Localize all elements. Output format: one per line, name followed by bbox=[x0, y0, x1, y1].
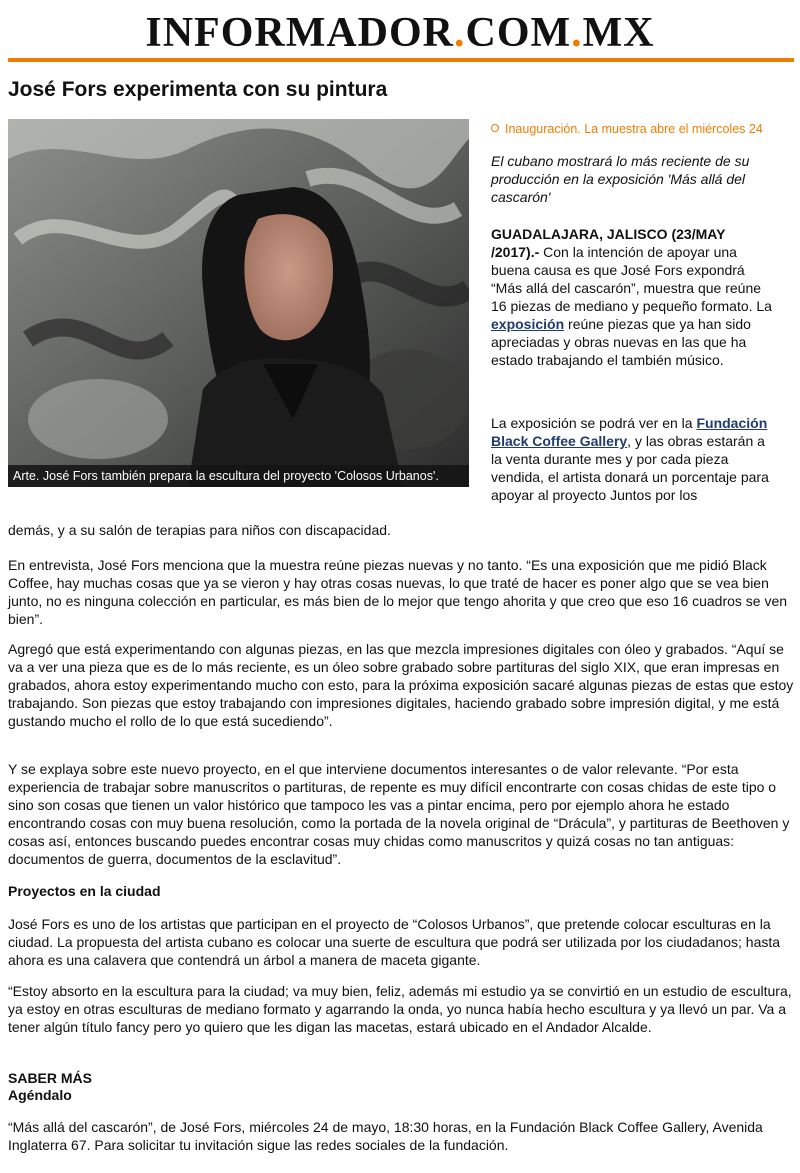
article-title: José Fors experimenta con su pintura bbox=[8, 78, 388, 101]
paragraph-5: Y se explaya sobre este nuevo proyecto, en el que interviene documentos interesantes o de valor relevante. “Por esta experiencia de trabajar sobre manuscritos o partituras, de repente es muy difícil encontrarte con cosas chidas de este tipo o sino son cosas que tienen un valor histórico que tampoco les vas a pintar encima, pero por ejemplo ahora he estado encontrando cosas con muy buena resolución, como la portada de la novela original de “Drácula”, y partituras de Beethoven y cosas así, entonces buscando puedes encontrar cosas muy chidas como manuscritos y quizá cosas no tan antiguas: documentos de guerra, documentos de la esclavitud”. bbox=[8, 761, 790, 867]
exposicion-link[interactable]: exposición bbox=[491, 316, 565, 332]
fundacion-link[interactable]: Fundación Black Coffee Gallery bbox=[491, 415, 768, 449]
subheading-proyectos: Proyectos en la ciudad bbox=[8, 883, 161, 899]
site-logo[interactable]: INFORMADOR.COM.MX bbox=[145, 10, 655, 56]
article-photo bbox=[8, 119, 469, 487]
article-lede: El cubano mostrará lo más reciente de su producción en la exposición 'Más allá del cascarón' bbox=[491, 153, 750, 205]
header-rule bbox=[8, 58, 794, 62]
subheading-agendalo: Agéndalo bbox=[8, 1087, 72, 1103]
circle-bullet-icon bbox=[491, 124, 499, 132]
masthead bbox=[0, 0, 800, 62]
image-caption: Arte. José Fors también prepara la escultura del proyecto 'Colosos Urbanos'. bbox=[8, 465, 469, 487]
paragraph-2: La exposición se podrá ver en la Fundación Black Coffee Gallery, y las obras estarán a la venta durante mes y por cada pieza vendida, el artista donará un porcentaje para apoyar al proyecto Juntos por los bbox=[491, 415, 769, 503]
paragraph-2-continued: demás, y a su salón de terapias para niños con discapacidad. bbox=[8, 522, 391, 538]
tagline: Inauguración. La muestra abre el miércoles 24 bbox=[491, 121, 763, 137]
artist-portrait-image bbox=[8, 119, 469, 487]
paragraph-4: Agregó que está experimentando con algunas piezas, en las que mezcla impresiones digitales con óleo y grabados. “Aquí se va a ver una pieza que es de lo más reciente, es un óleo sobre grabado sobre partituras del siglo XIX, que eran impresas en grabados, ahora estoy experimentando mucho con esto, para la próxima exposición sacaré algunas piezas de estas que estoy trabajando. Son piezas que estoy trabajando con impresiones digitales, haciendo grabado sobre impresión digital, y me está gustando mucho el rollo de lo que está sucediendo”. bbox=[8, 641, 794, 729]
paragraph-1: GUADALAJARA, JALISCO (23/MAY /2017).- Con la intención de apoyar una buena causa es que José Fors expondrá “Más allá del cascarón”, muestra que reúne 16 piezas de mediano y pequeño formato. La exposición reúne piezas que ya han sido apreciadas y obras nuevas en las que ha estado trabajando el también músico. bbox=[491, 226, 772, 368]
paragraph-7: “Estoy absorto en la escultura para la ciudad; va muy bien, feliz, además mi estudio ya se convirtió en un estudio de escultura, ya estoy en otras esculturas de mediano formato y agarrando la onda, yo nunca había hecho escultura y ya llevó un par. Va a tener algún título fancy pero yo quiero que les digan las macetas, estará ubicado en el Andador Alcalde. bbox=[8, 983, 792, 1035]
dateline: GUADALAJARA, JALISCO (23/MAY /2017).- bbox=[491, 226, 726, 260]
paragraph-8: “Más allá del cascarón”, de José Fors, miércoles 24 de mayo, 18:30 horas, en la Fundación Black Coffee Gallery, Avenida Inglaterra 67. Para solicitar tu invitación sigue las redes sociales de la fundación. bbox=[8, 1119, 763, 1153]
paragraph-3: En entrevista, José Fors menciona que la muestra reúne piezas nuevas y no tanto. “Es una exposición que me pidió Black Coffee, hay muchas cosas que ya se vieron y hay otras cosas nuevas, lo que traté de hacer es poner algo que se vea bien junto, no es ninguna colección en particular, es más bien de lo mejor que tengo ahorita y que creo que eso 16 cuadros se ven bien”. bbox=[8, 557, 788, 627]
paragraph-6: José Fors es uno de los artistas que participan en el proyecto de “Colosos Urbanos”, que pretende colocar esculturas en la ciudad. La propuesta del artista cubano es colocar una suerte de escultura que podrá ser utilizada por los ciudadanos; hasta ahora es una calavera que contendrá un árbol a manera de maceta gigante. bbox=[8, 916, 781, 968]
subheading-saber-mas: SABER MÁS bbox=[8, 1070, 93, 1086]
